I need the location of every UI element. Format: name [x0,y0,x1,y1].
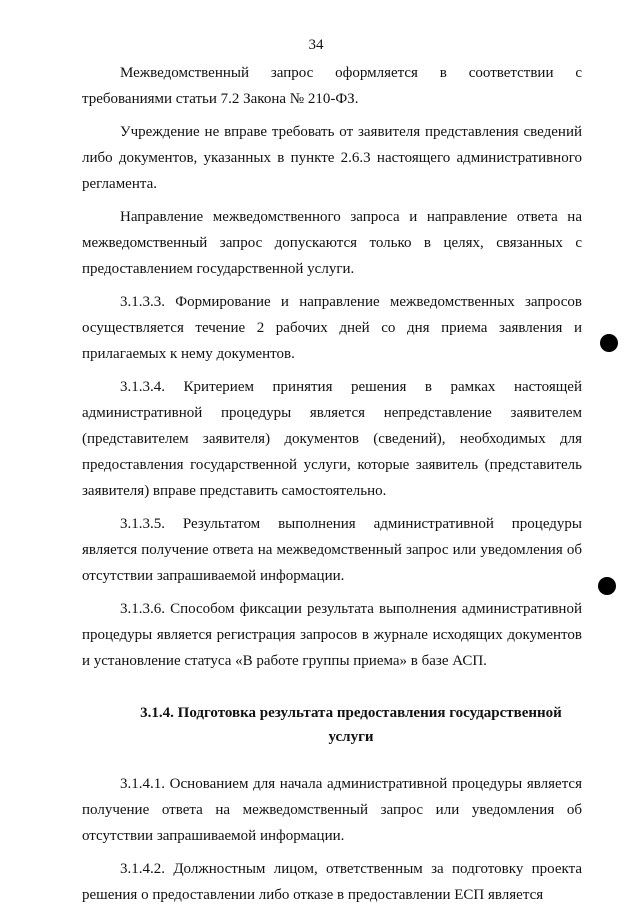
punch-hole-mark [598,577,616,595]
document-body [82,60,582,915]
section-heading: 3.1.4. Подготовка результата предоставления государственной услуги [140,705,562,745]
paragraph: 3.1.3.4. Критерием принятия решения в рамках настоящей административной процедуры является непредставление заявителем (представителем заявителя) документов (сведений), необходимых для предоставления государственной услуги, которые заявитель (представитель заявителя) вправе представить самостоятельно. [82,379,582,499]
paragraph: 3.1.4.1. Основанием для начала административной процедуры является получение ответа на межведомственный запрос или уведомления об отсутствии запрашиваемой информации. [82,776,582,844]
paragraph: Межведомственный запрос оформляется в соответствии с требованиями статьи 7.2 Закона № 210-ФЗ. [82,65,582,107]
paragraph: Направление межведомственного запроса и направление ответа на межведомственный запрос допускаются только в целях, связанных с предоставлением государственной услуги. [82,209,582,277]
paragraph: 3.1.3.5. Результатом выполнения административной процедуры является получение ответа на межведомственный запрос или уведомления об отсутствии запрашиваемой информации. [82,516,582,584]
paragraph: 3.1.3.6. Способом фиксации результата выполнения административной процедуры является регистрация запросов в журнале исходящих документов и установление статуса «В работе группы приема» в базе АСП. [82,601,582,669]
punch-hole-mark [600,334,618,352]
paragraph: 3.1.3.3. Формирование и направление межведомственных запросов осуществляется течение 2 рабочих дней со дня приема заявления и прилагаемых к нему документов. [82,294,582,362]
page-number: 34 [308,37,324,53]
paragraph: Учреждение не вправе требовать от заявителя представления сведений либо документов, указанных в пункте 2.6.3 настоящего административного регламента. [82,124,582,192]
paragraph: 3.1.4.2. Должностным лицом, ответственным за подготовку проекта решения о предоставлении либо отказе в предоставлении ЕСП является [82,861,582,903]
